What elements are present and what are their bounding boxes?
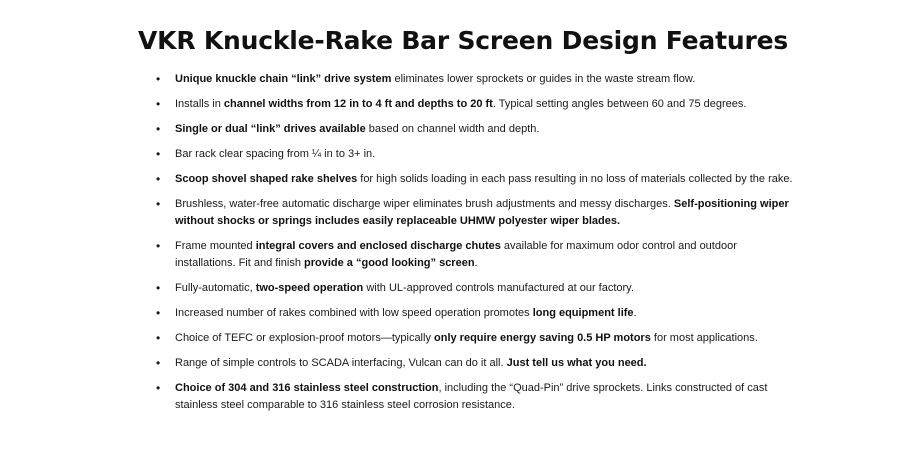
feature-item — [156, 96, 796, 113]
feature-highlight-text: Self-positioning wiper without shocks or springs includes easily replaceable UHMW polyester wiper blades. — [175, 198, 789, 227]
feature-highlight-text: only require energy saving 0.5 HP motors — [434, 332, 651, 344]
feature-item — [156, 146, 796, 163]
feature-item — [156, 355, 796, 372]
feature-highlight-text: Unique knuckle chain “link” drive system — [175, 73, 392, 85]
feature-item — [156, 330, 796, 347]
feature-text: . Typical setting angles between 60 and 75 degrees. — [492, 98, 747, 110]
bullet-icon: • — [156, 147, 161, 161]
feature-text: Installs in — [175, 98, 224, 110]
bullet-icon: • — [156, 239, 161, 253]
feature-text: . — [474, 257, 478, 269]
bullet-icon: • — [156, 331, 161, 345]
feature-text: Brushless, water-free automatic discharge wiper eliminates brush adjustments and messy discharges. — [175, 198, 674, 210]
feature-highlight-text: provide a “good looking” screen — [304, 257, 475, 269]
feature-item — [156, 238, 796, 272]
feature-item — [156, 196, 796, 230]
bullet-icon: • — [156, 72, 161, 86]
bullet-icon: • — [156, 97, 161, 111]
feature-item — [156, 280, 796, 297]
feature-text: eliminates lower sprockets or guides in the waste stream flow. — [391, 73, 696, 85]
feature-highlight-text: channel widths from 12 in to 4 ft and depths to 20 ft — [223, 98, 493, 110]
bullet-icon: • — [156, 122, 161, 136]
feature-highlight-text: two-speed operation — [255, 282, 364, 294]
bullet-icon: • — [156, 281, 161, 295]
feature-item — [156, 305, 796, 322]
feature-item — [156, 171, 796, 188]
feature-item — [156, 380, 796, 414]
feature-item — [156, 71, 796, 88]
feature-text: Bar rack clear spacing from ¼ in to 3+ in. — [175, 148, 376, 160]
bullet-icon: • — [156, 356, 161, 370]
bullet-icon: • — [156, 172, 161, 186]
feature-item — [156, 121, 796, 138]
feature-text: Range of simple controls to SCADA interfacing, Vulcan can do it all. — [175, 357, 507, 369]
feature-text: for high solids loading in each pass resulting in no loss of materials collected by the rake. — [357, 173, 793, 185]
feature-highlight-text: long equipment life — [532, 307, 634, 319]
bullet-icon: • — [156, 197, 161, 211]
feature-highlight-text: Scoop shovel shaped rake shelves — [175, 173, 358, 185]
feature-text: with UL-approved controls manufactured at our factory. — [363, 282, 634, 294]
feature-text: , including the “Quad-Pin” drive sprockets. Links constructed of cast stainless steel comparable to 316 stainless steel corrosion resistance. — [175, 382, 768, 411]
page-title: VKR Knuckle-Rake Bar Screen Design Features — [138, 26, 789, 55]
feature-text: Fully-automatic, — [175, 282, 256, 294]
feature-list — [156, 71, 796, 422]
feature-text: for most applications. — [650, 332, 758, 344]
bullet-icon: • — [156, 381, 161, 395]
feature-highlight-text: Just tell us what you need. — [506, 357, 647, 369]
feature-highlight-text: integral covers and enclosed discharge chutes — [255, 240, 501, 252]
feature-highlight-text: Choice of 304 and 316 stainless steel construction — [175, 382, 439, 394]
feature-highlight-text: Single or dual “link” drives available — [175, 123, 366, 135]
feature-text: available for maximum odor control and outdoor installations. Fit and finish — [175, 240, 737, 269]
bullet-icon: • — [156, 306, 161, 320]
feature-text: . — [633, 307, 637, 319]
feature-text: Increased number of rakes combined with low speed operation promotes — [175, 307, 533, 319]
feature-text: based on channel width and depth. — [365, 123, 540, 135]
feature-text: Choice of TEFC or explosion-proof motors—typically — [175, 332, 435, 344]
feature-text: Frame mounted — [175, 240, 256, 252]
